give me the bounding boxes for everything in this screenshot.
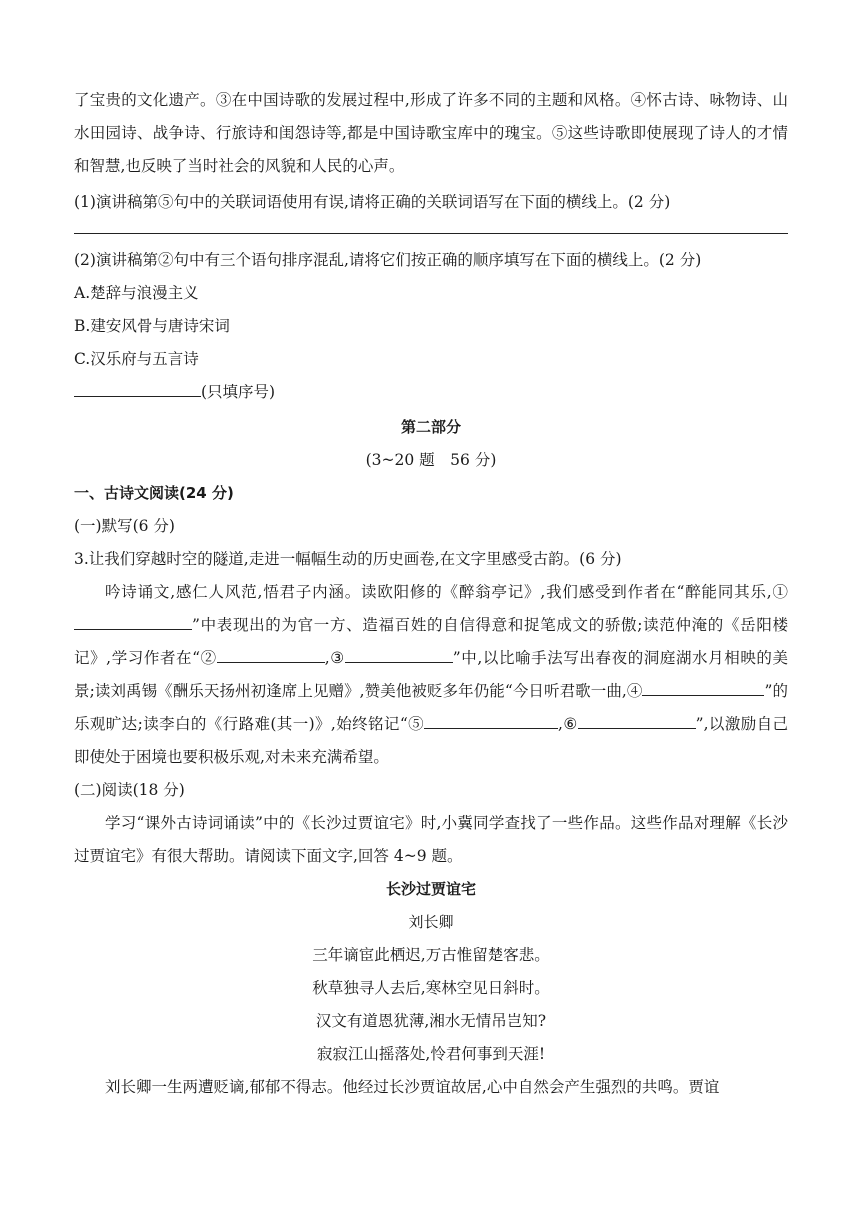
answer-line-1[interactable] [74,233,788,234]
poem-block [74,873,788,1071]
subsection-2-heading: (二)阅读(18 分) [74,781,185,799]
poem-line: 汉文有道恩犹薄,湘水无情吊岂知? [315,1012,547,1030]
poem-line: 三年谪宦此栖迟,万古惟留楚客悲。 [312,946,550,964]
blank-6[interactable] [578,710,696,729]
question-2: (2)演讲稿第②句中有三个语句排序混乱,请将它们按正确的顺序填写在下面的横线上。(2 分) [74,251,702,269]
question-3: 3.让我们穿越时空的隧道,走进一幅幅生动的历史画卷,在文字里感受古韵。(6 分) [74,550,622,568]
option-c: C.汉乐府与五言诗 [74,350,199,368]
answer-line-2[interactable] [74,378,201,397]
subsection-1-heading: (一)默写(6 分) [74,517,175,535]
q3-text-3: ,③ [324,649,345,667]
poem-line: 寂寂江山摇落处,怜君何事到天涯! [316,1045,546,1063]
option-a: A.楚辞与浪漫主义 [74,284,199,302]
q3-text-6: ,⑥ [558,715,578,733]
q3-text-7: ”,以激励自己即使处于困境也要积极乐观,对未来充满希望。 [74,715,788,766]
commentary-paragraph: 刘长卿一生两遭贬谪,郁郁不得志。他经过长沙贾谊故居,心中自然会产生强烈的共鸣。贾谊 [105,1078,720,1096]
poem-title: 长沙过贾谊宅 [385,880,476,898]
blank-1[interactable] [74,611,192,630]
blank-5[interactable] [424,710,558,729]
poem-author: 刘长卿 [408,913,454,931]
document-page [74,84,788,1104]
intro-paragraph: 了宝贵的文化遗产。③在中国诗歌的发展过程中,形成了许多不同的主题和风格。④怀古诗、咏物诗、山水田园诗、战争诗、行旅诗和闺怨诗等,都是中国诗歌宝库中的瑰宝。⑤这些诗歌即使展现了诗人的才情和智慧,也反映了当时社会的风貌和人民的心声。 [74,91,788,175]
part-subtitle: (3~20 题 56 分) [365,451,497,469]
blank-2[interactable] [217,644,325,663]
reading-intro: 学习“课外古诗词诵读”中的《长沙过贾谊宅》时,小冀同学查找了一些作品。这些作品对理解《长沙过贾谊宅》有很大帮助。请阅读下面文字,回答 4~9 题。 [74,814,788,865]
option-b: B.建安风骨与唐诗宋词 [74,317,230,335]
only-fill-note: (只填序号) [201,383,276,401]
blank-4[interactable] [642,677,764,696]
answer-line-2-row [74,376,788,409]
blank-3[interactable] [345,644,453,663]
q3-text-1: 吟诗诵文,感仁人风范,悟君子内涵。读欧阳修的《醉翁亭记》,我们感受到作者在“醉能同其乐,① [105,583,788,601]
q3-text-2: ”中表现出的为官一方、造福百姓的自信得意和捉笔成文的骄傲;读范仲淹的《岳阳楼记》,学习作者在“② [74,616,788,667]
part-title: 第二部分 [400,418,461,436]
poem-line: 秋草独寻人去后,寒林空见日斜时。 [312,979,550,997]
question-1: (1)演讲稿第⑤句中的关联词语使用有误,请将正确的关联词语写在下面的横线上。(2 分) [74,193,671,211]
q3-text-4: ”中,以比喻手法写出春夜的洞庭湖水月相映的美景;读刘禹锡《酬乐天扬州初逢席上见赠》,赞美他被贬多年仍能“今日听君歌一曲,④ [74,649,788,700]
question-3-body [74,576,788,774]
section-1-heading: 一、古诗文阅读(24 分) [74,484,234,502]
q3-text-5: ”的乐观旷达;读李白的《行路难(其一)》,始终铭记“⑤ [74,682,788,733]
